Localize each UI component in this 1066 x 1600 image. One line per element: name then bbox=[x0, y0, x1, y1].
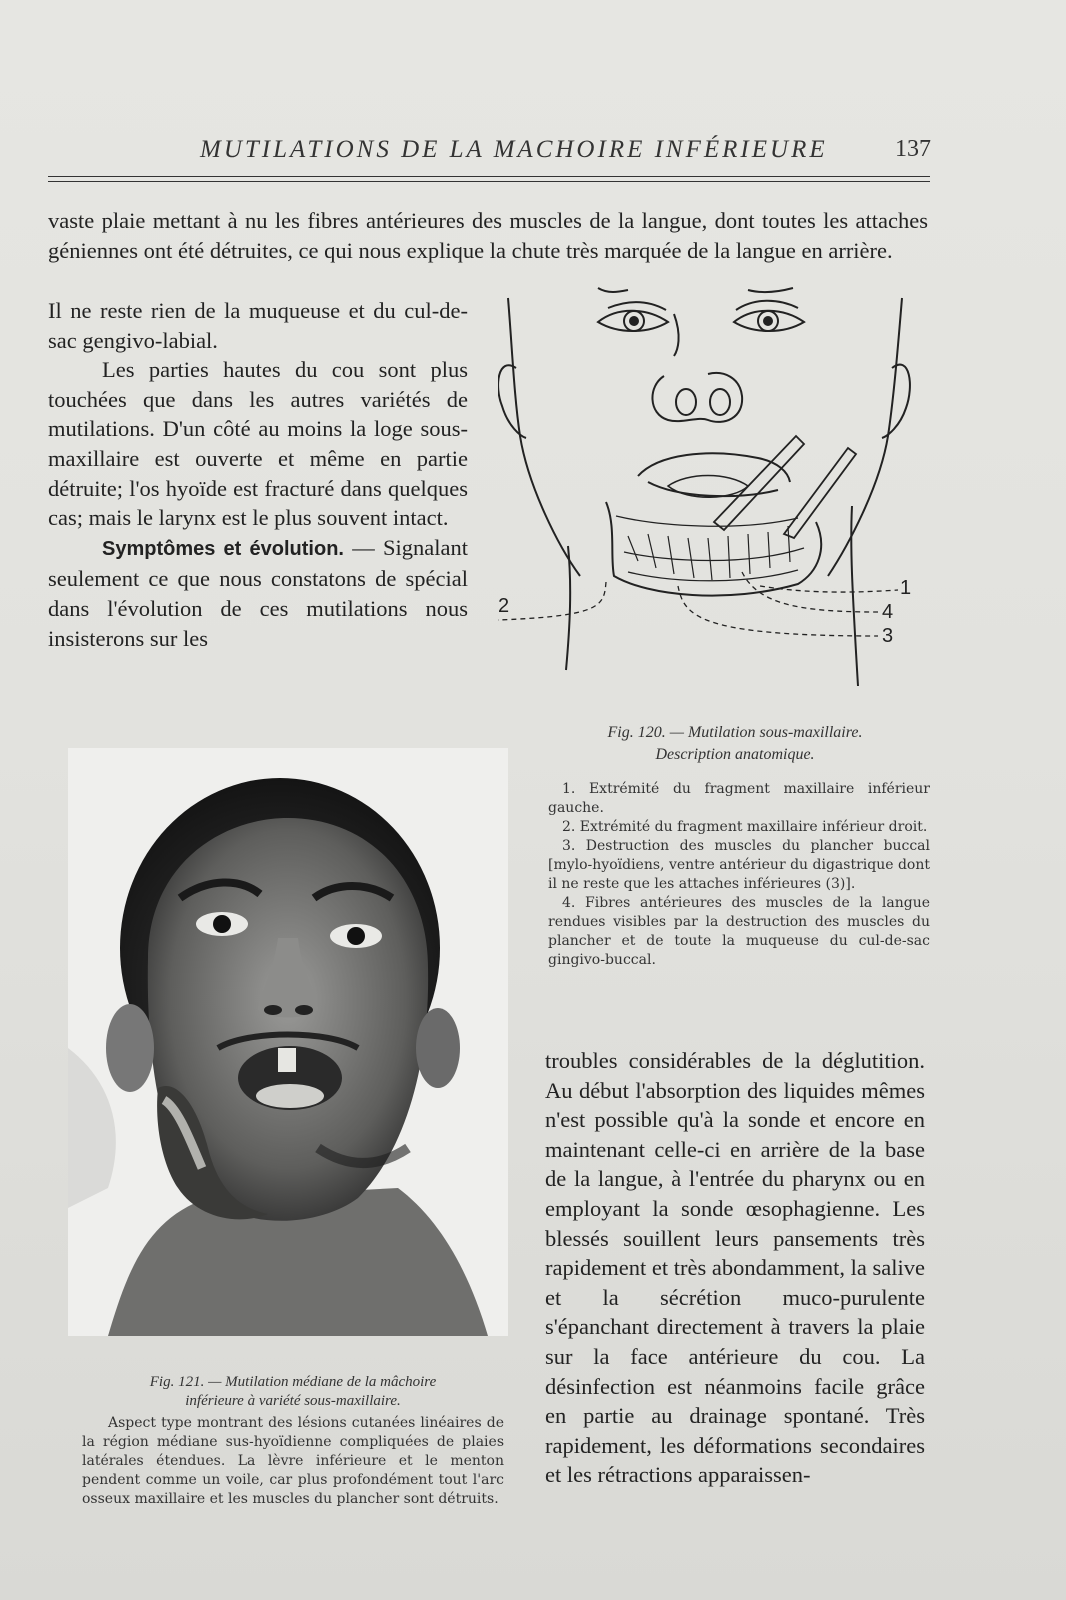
caption-line: inférieure à variété sous-maxillaire. bbox=[185, 1393, 401, 1409]
left-column bbox=[48, 296, 468, 653]
legend-item: 1. Extrémité du fragment maxillaire inférieur gauche. bbox=[548, 781, 930, 816]
header-rule bbox=[48, 176, 930, 177]
figure-120-drawing bbox=[498, 286, 938, 706]
patient-photo-illustration bbox=[68, 748, 508, 1336]
running-title: MUTILATIONS DE LA MACHOIRE INFÉRIEURE bbox=[200, 136, 828, 163]
caption-line: Description anatomique. bbox=[655, 746, 815, 763]
paragraph bbox=[48, 533, 468, 653]
header-rule bbox=[48, 181, 930, 182]
paragraph: Il ne reste rien de la muqueuse et du cul-de-sac gengivo-labial. bbox=[48, 298, 468, 353]
legend-item: 2. Extrémité du fragment maxillaire inférieur droit. bbox=[562, 819, 928, 835]
figure-label: 4 bbox=[882, 601, 894, 623]
legend-item: 4. Fibres antérieures des muscles de la langue rendues visibles par la destruction des muscles du plancher et de toute la muqueuse du cul-de-sac gingivo-buccal. bbox=[548, 895, 930, 968]
figure-label: 3 bbox=[882, 625, 894, 647]
caption-line: Fig. 120. — Mutilation sous-maxillaire. bbox=[607, 724, 863, 741]
section-heading: Symptômes et évolution. bbox=[102, 537, 344, 560]
paragraph: vaste plaie mettant à nu les fibres antérieures des muscles de la langue, dont toutes les attaches géniennes ont été détruites, ce qui nous explique la chute très marquée de la langue en arrière. bbox=[48, 208, 928, 263]
right-column bbox=[545, 1046, 925, 1490]
legend-text: Aspect type montrant des lésions cutanées linéaires de la région médiane sus-hyoïdienne compliquées de plaies latérales étendues. La lèvre inférieure et le menton pendent comme un voile, car plus profondément tout l'arc osseux maxillaire et les muscles du plancher sont détruits. bbox=[82, 1415, 504, 1507]
body-text-top bbox=[48, 206, 928, 265]
figure-120-caption bbox=[545, 722, 925, 766]
caption-line: Fig. 121. — Mutilation médiane de la mâchoire bbox=[149, 1374, 437, 1390]
face-outline-left bbox=[508, 298, 580, 576]
paragraph: Les parties hautes du cou sont plus touchées que dans les autres variétés de mutilations. D'un côté au moins la loge sous-maxillaire est ouverte et même en partie détruite; l'os hyoïde est fracturé dans quelques cas; mais le larynx est le plus souvent intact. bbox=[48, 357, 468, 531]
paragraph: troubles considérables de la déglutition. Au début l'absorption des liquides mêmes n'est possible qu'à la sonde et encore en maintenant celle-ci en arrière de la base de la langue, à l'entrée du pharynx ou en employant la sonde œsophagienne. Les blessés souillent leurs pansements très rapidement et très abondamment, la salive et la sécrétion muco-purulente s'épanchant directement à travers la plaie sur la face antérieure du cou. La désinfection est néanmoins facile grâce en partie au drainage spontané. Très rapidement, les déformations secondaires et les rétractions apparaissen- bbox=[545, 1048, 925, 1488]
legend-item: 3. Destruction des muscles du plancher buccal [mylo-hyoïdiens, ventre antérieur du digastrique dont il ne reste que les attaches inférieures (3)]. bbox=[548, 838, 930, 892]
figure-120-legend bbox=[548, 780, 930, 970]
figure-label: 1 bbox=[900, 577, 912, 599]
face-outline-right bbox=[828, 298, 902, 576]
figure-121-caption bbox=[78, 1373, 508, 1411]
figure-121-photo bbox=[68, 748, 508, 1336]
figure-label: 2 bbox=[498, 595, 510, 617]
page-number: 137 bbox=[895, 136, 931, 162]
paragraph-text: — Signalant seulement ce que nous constatons de spécial dans l'évolution de ces mutilations nous insisterons sur les bbox=[48, 534, 468, 651]
figure-121-legend bbox=[82, 1414, 504, 1509]
